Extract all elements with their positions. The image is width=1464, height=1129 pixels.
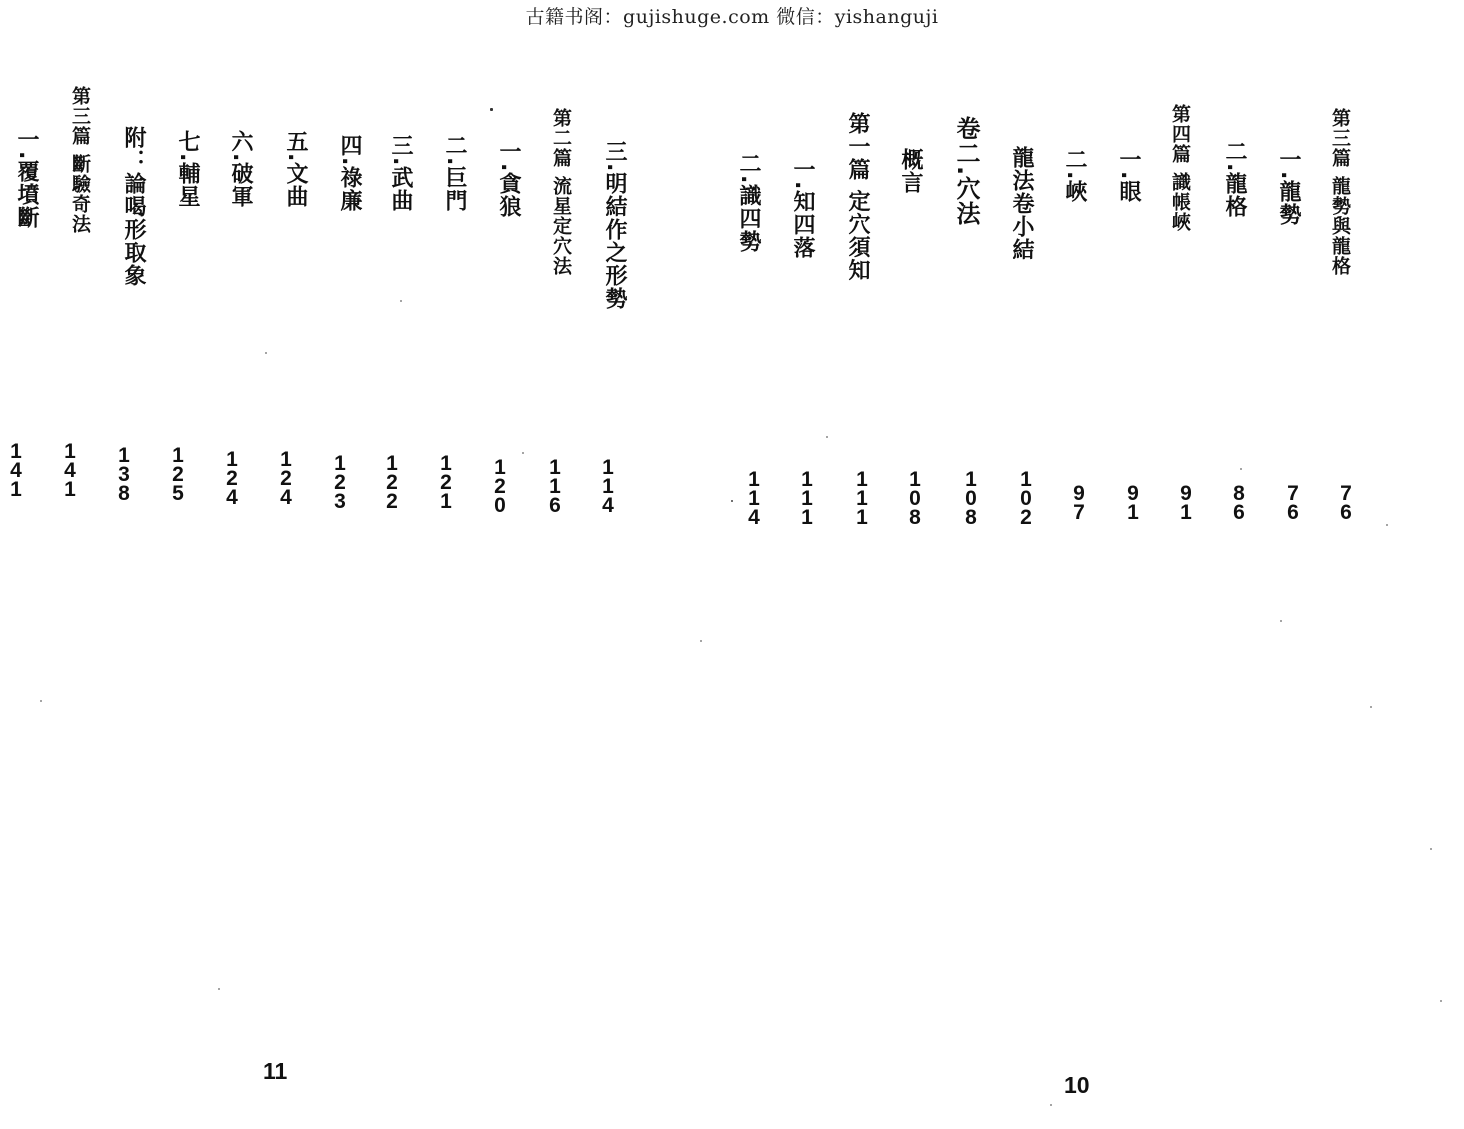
page-number: 11: [263, 1058, 288, 1084]
page-number: 10: [1064, 1072, 1090, 1098]
toc-entry-page: 1 2 4: [226, 448, 238, 509]
toc-entry-page: 9 7: [1073, 482, 1085, 524]
toc-entry-title: 四.祿廉: [337, 134, 362, 213]
toc-entry-title: 第二篇 流星定穴法: [550, 108, 572, 276]
toc-entry-page: 7 6: [1287, 482, 1299, 524]
toc-entry-title: 三.武曲: [388, 134, 413, 213]
toc-entry-page: 1 2 4: [280, 448, 292, 509]
toc-entry-title: 一.貪狼: [496, 140, 521, 219]
toc-entry-title: 第三篇 斷驗奇法: [69, 86, 91, 234]
toc-entry-title: 第一篇 定穴須知: [845, 112, 870, 282]
toc-entry-page: 1 1 4: [748, 468, 760, 529]
toc-entry-page: 1 4 1: [10, 440, 22, 501]
toc-entry-page: 1 2 3: [334, 452, 346, 513]
toc-entry-title: 附：論喝形取象: [121, 126, 146, 287]
toc-entry-page: 1 0 8: [909, 468, 921, 529]
toc-entry-title: 概言: [898, 148, 923, 194]
toc-entry-page: 1 2 5: [172, 444, 184, 505]
toc-entry-page: 1 1 1: [856, 468, 868, 529]
toc-entry-title: 龍法卷小結: [1009, 146, 1034, 261]
toc-entry-title: 三.明結作之形勢: [602, 140, 627, 311]
toc-entry-title: 卷二.穴法: [952, 116, 980, 227]
toc-entry-title: 第三篇 龍勢與龍格: [1329, 108, 1351, 276]
toc-entry-page: 1 0 8: [965, 468, 977, 529]
toc-entry-page: 7 6: [1340, 482, 1352, 524]
toc-entry-page: 1 1 6: [549, 456, 561, 517]
toc-entry-page: 1 2 0: [494, 456, 506, 517]
toc-entry-page: 9 1: [1180, 482, 1192, 524]
toc-entry-title: 二.巨門: [442, 134, 467, 213]
toc-entry-title: 一.知四落: [790, 158, 815, 260]
toc-entry-title: 一.龍勢: [1276, 148, 1301, 227]
toc-entry-page: 9 1: [1127, 482, 1139, 524]
toc-entry-title: 五.文曲: [283, 130, 308, 209]
toc-entry-page: 1 4 1: [64, 440, 76, 501]
toc-entry-title: 七.輔星: [175, 130, 200, 209]
toc-entry-title: 第四篇 識帳峽: [1169, 104, 1191, 232]
toc-entry-page: 1 2 1: [440, 452, 452, 513]
toc-entry-title: 一.眼: [1116, 148, 1141, 204]
toc-entry-title: 二.識四勢: [736, 152, 761, 254]
toc-entry-page: 1 3 8: [118, 444, 130, 505]
toc-entry-page: 1 0 2: [1020, 468, 1032, 529]
toc-entry-page: 1 2 2: [386, 452, 398, 513]
toc-entry-title: 二.龍格: [1222, 140, 1247, 219]
toc-entry-title: 六.破軍: [228, 130, 253, 209]
watermark-header: 古籍书阁：gujishuge.com 微信：yishanguji: [525, 6, 939, 28]
toc-entry-page: 1 1 4: [602, 456, 614, 517]
toc-entry-title: 一.覆墳斷: [14, 128, 39, 230]
toc-entry-page: 1 1 1: [801, 468, 813, 529]
toc-entry-title: 二.峽: [1062, 148, 1087, 204]
toc-entry-page: 8 6: [1233, 482, 1245, 524]
